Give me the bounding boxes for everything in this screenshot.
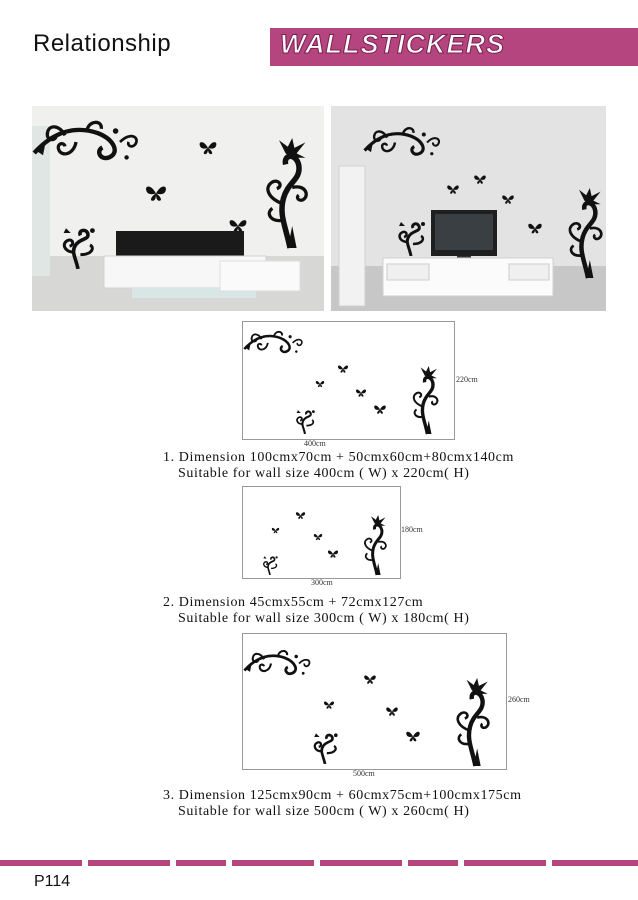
living-room-sofa-photo [32, 106, 324, 311]
footer-divider [0, 860, 638, 869]
width-label-2: 300cm [311, 578, 333, 587]
width-label-1: 400cm [304, 439, 326, 448]
dimension-line-2: 2. Dimension 45cmx55cm + 72cmx127cm [163, 595, 424, 610]
suitable-line-1: Suitable for wall size 400cm ( W) x 220cm( H) [178, 466, 470, 481]
height-label-2: 180cm [401, 525, 423, 534]
dimension-line-3: 3. Dimension 125cmx90cm + 60cmx75cm+100cmx175cm [163, 788, 522, 803]
height-label-1: 220cm [456, 375, 478, 384]
living-room-tv-photo [331, 106, 606, 311]
layout-diagram-3 [242, 633, 507, 770]
dimension-line-1: 1. Dimension 100cmx70cm + 50cmx60cm+80cmx140cm [163, 450, 514, 465]
suitable-line-3: Suitable for wall size 500cm ( W) x 260cm( H) [178, 804, 470, 819]
banner-label: WALLSTICKERS [280, 29, 505, 59]
layout-diagram-1 [242, 321, 455, 440]
page-title: Relationship [33, 30, 172, 57]
page-number: P114 [34, 873, 71, 890]
width-label-3: 500cm [353, 769, 375, 778]
height-label-3: 260cm [508, 695, 530, 704]
suitable-line-2: Suitable for wall size 300cm ( W) x 180cm( H) [178, 611, 470, 626]
layout-diagram-2 [242, 486, 401, 579]
